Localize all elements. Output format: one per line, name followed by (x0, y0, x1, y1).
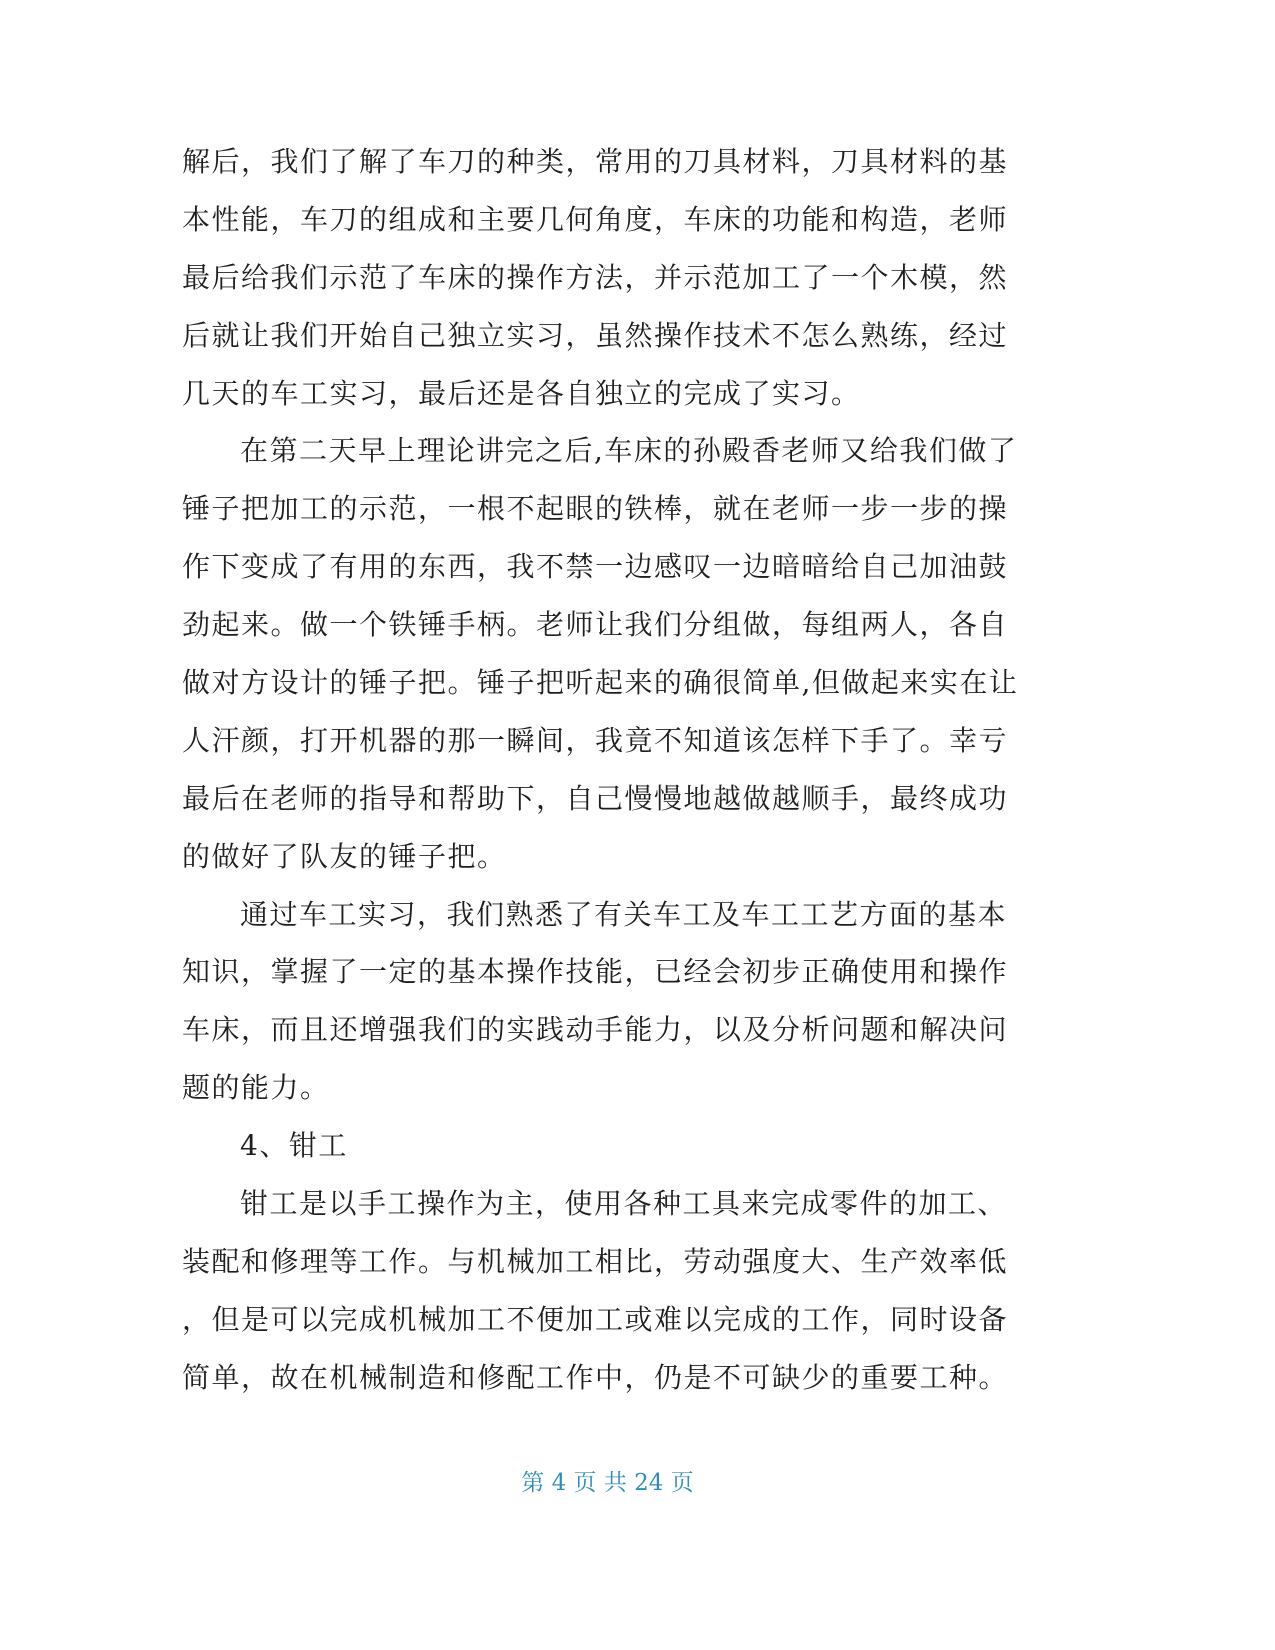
text-line: 知识，掌握了一定的基本操作技能，已经会初步正确使用和操作 (182, 955, 1009, 989)
text-line: 的做好了队友的锤子把。 (182, 839, 507, 873)
section-heading: 4、钳工 (240, 1129, 348, 1163)
text-line: 劲起来。做一个铁锤手柄。老师让我们分组做，每组两人，各自 (182, 608, 1009, 642)
document-body (182, 133, 1042, 1407)
paragraph-fitting-intro (182, 1175, 1042, 1407)
section-heading-fitting (182, 1117, 1042, 1175)
text-line: 在第二天早上理论讲完之后,车床的孙殿香老师又给我们做了 (240, 434, 1018, 468)
text-line: 本性能，车刀的组成和主要几何角度，车床的功能和构造，老师 (182, 202, 1009, 236)
text-line: 做对方设计的锤子把。锤子把听起来的确很简单,但做起来实在让 (182, 666, 1019, 700)
paragraph-hammer-handle (182, 422, 1042, 885)
text-line: 作下变成了有用的东西，我不禁一边感叹一边暗暗给自己加油鼓 (182, 550, 1009, 584)
text-line: 题的能力。 (182, 1071, 330, 1105)
text-line: 解后，我们了解了车刀的种类，常用的刀具材料，刀具材料的基 (182, 145, 1009, 178)
text-line: 几天的车工实习，最后还是各自独立的完成了实习。 (182, 376, 861, 410)
text-line: 钳工是以手工操作为主，使用各种工具来完成零件的加工、 (240, 1187, 1008, 1221)
text-line: 通过车工实习，我们熟悉了有关车工及车工工艺方面的基本 (240, 897, 1008, 931)
page-number-footer: 第 4 页 共 24 页 (521, 1470, 694, 1496)
text-line: 后就让我们开始自己独立实习，虽然操作技术不怎么熟练，经过 (182, 318, 1009, 352)
text-line: 人汗颜，打开机器的那一瞬间，我竟不知道该怎样下手了。幸亏 (182, 723, 1009, 757)
text-line: ，但是可以完成机械加工不便加工或难以完成的工作，同时设备 (182, 1302, 1009, 1336)
paragraph-turning-summary (182, 886, 1042, 1118)
paragraph-turning-continued (182, 133, 1042, 422)
text-line: 车床，而且还增强我们的实践动手能力，以及分析问题和解决问 (182, 1013, 1009, 1047)
text-line: 简单，故在机械制造和修配工作中，仍是不可缺少的重要工种。 (182, 1360, 1009, 1394)
text-line: 最后在老师的指导和帮助下，自己慢慢地越做越顺手，最终成功 (182, 781, 1009, 815)
text-line: 最后给我们示范了车床的操作方法，并示范加工了一个木模，然 (182, 260, 1009, 294)
text-line: 锤子把加工的示范，一根不起眼的铁棒，就在老师一步一步的操 (182, 492, 1009, 526)
text-line: 装配和修理等工作。与机械加工相比，劳动强度大、生产效率低 (182, 1244, 1009, 1278)
